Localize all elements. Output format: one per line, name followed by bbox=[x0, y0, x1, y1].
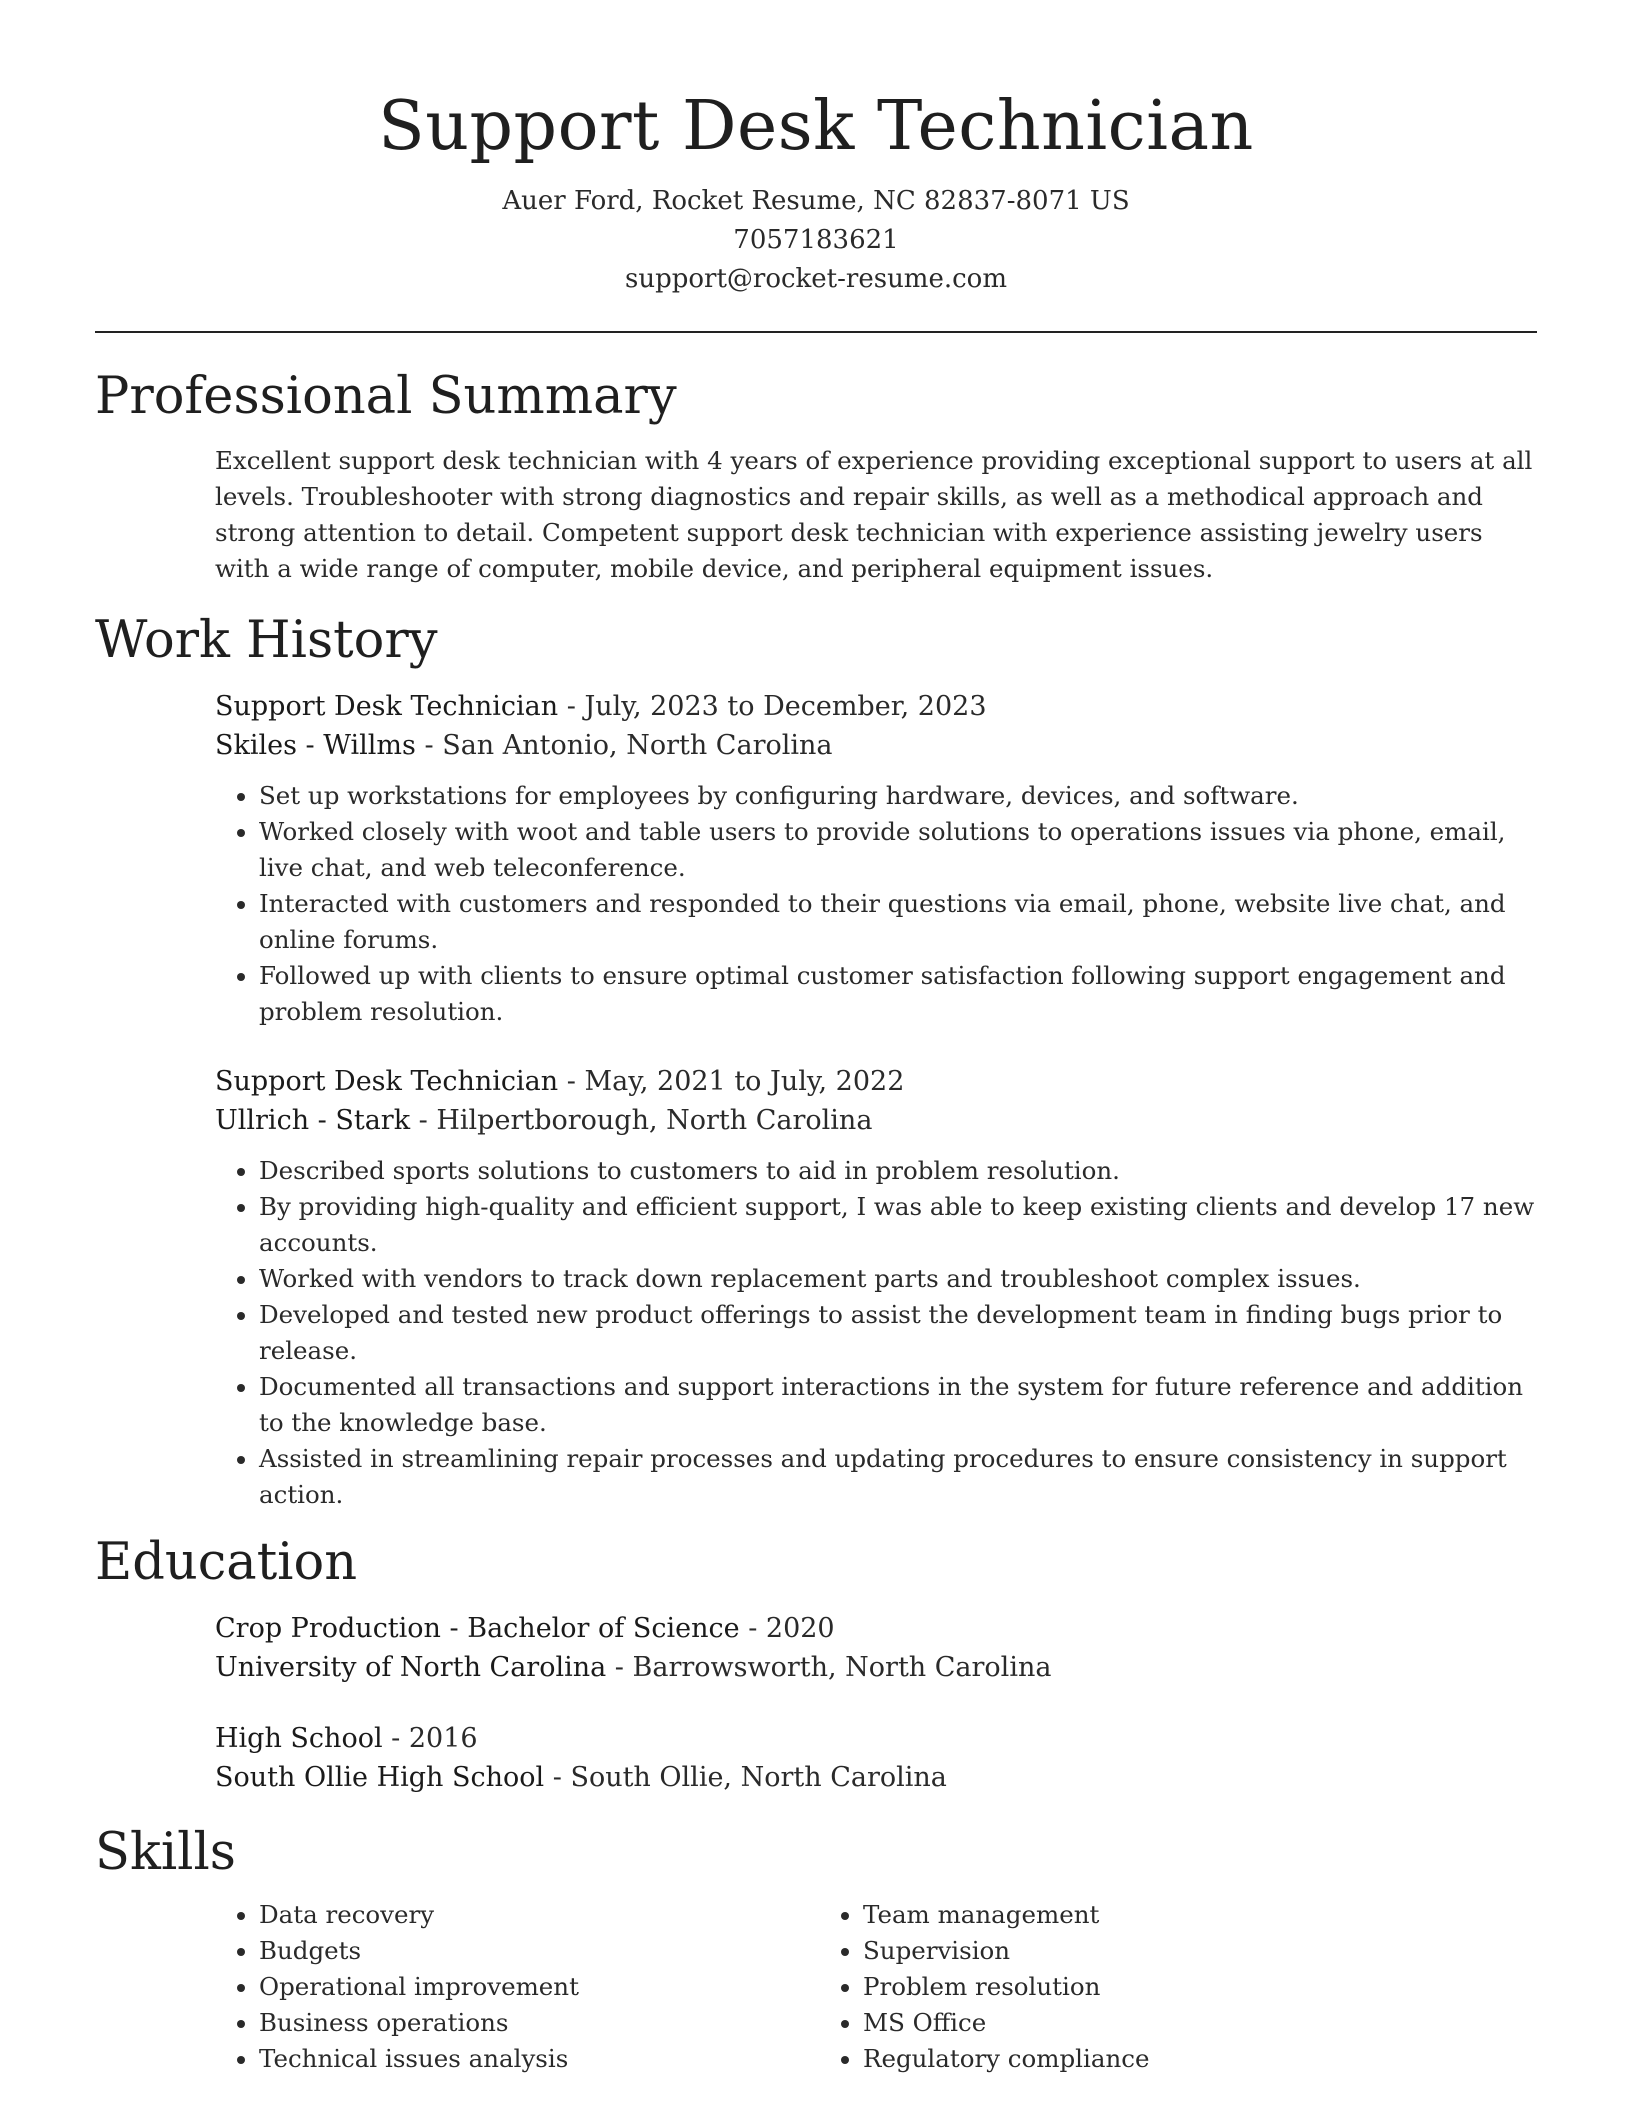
education-entry bbox=[215, 1609, 1537, 1687]
address: Auer Ford, Rocket Resume, NC 82837-8071 US bbox=[502, 186, 1130, 216]
job-company-row bbox=[215, 726, 1537, 765]
education-school: South Ollie High School bbox=[215, 1762, 545, 1793]
job-bullets bbox=[215, 1153, 1537, 1513]
skill-item: • Regulatory compliance bbox=[863, 2041, 1423, 2077]
education-field: High School bbox=[215, 1723, 383, 1754]
education-section bbox=[95, 1531, 1537, 1797]
job-bullets bbox=[215, 778, 1537, 1030]
skill-item: • Business operations bbox=[259, 2005, 819, 2041]
job-bullet: • Documented all transactions and support interactions in the system for future reference and addition to the knowledge base. bbox=[259, 1369, 1537, 1441]
skills-grid bbox=[215, 1897, 1537, 2077]
education-year: - 2020 bbox=[739, 1613, 835, 1644]
skills-section bbox=[95, 1821, 1537, 2077]
skill-item: • Supervision bbox=[863, 1933, 1423, 1969]
section-title-education: Education bbox=[95, 1533, 358, 1592]
job-bullet: • Worked with vendors to track down replacement parts and troubleshoot complex issues. bbox=[259, 1261, 1537, 1297]
job-bullet: • Set up workstations for employees by configuring hardware, devices, and software. bbox=[259, 778, 1537, 814]
education-location: - South Ollie, North Carolina bbox=[544, 1762, 947, 1793]
job-company-row bbox=[215, 1101, 1537, 1140]
header-divider bbox=[95, 331, 1537, 333]
job-entry bbox=[215, 687, 1537, 1030]
job-location: - Hilpertborough, North Carolina bbox=[410, 1105, 873, 1136]
job-title: Support Desk Technician bbox=[215, 691, 559, 722]
education-school: University of North Carolina bbox=[215, 1652, 607, 1683]
job-dates: - July, 2023 to December, 2023 bbox=[558, 691, 987, 722]
skill-item: • Operational improvement bbox=[259, 1969, 819, 2005]
job-bullet: • By providing high-quality and efficient support, I was able to keep existing clients and develop 17 new accounts. bbox=[259, 1189, 1537, 1261]
education-school-row bbox=[215, 1758, 1537, 1797]
skill-item: • Problem resolution bbox=[863, 1969, 1423, 2005]
section-title-summary: Professional Summary bbox=[95, 367, 677, 426]
section-title-work: Work History bbox=[95, 611, 438, 670]
section-title-skills: Skills bbox=[95, 1823, 236, 1882]
education-location: - Barrowsworth, North Carolina bbox=[606, 1652, 1052, 1683]
professional-summary-section bbox=[95, 365, 1537, 587]
job-dates: - May, 2021 to July, 2022 bbox=[558, 1066, 905, 1097]
job-bullet: • Interacted with customers and responded to their questions via email, phone, website live chat, and online forums. bbox=[259, 886, 1537, 958]
contact-block bbox=[95, 182, 1537, 299]
education-degree: - Bachelor of Science bbox=[440, 1613, 740, 1644]
job-bullet: • Worked closely with woot and table users to provide solutions to operations issues via phone, email, live chat, and web teleconference. bbox=[259, 814, 1537, 886]
job-title-row bbox=[215, 1062, 1537, 1101]
candidate-name: Support Desk Technician bbox=[378, 87, 1254, 166]
job-company: Skiles - Willms bbox=[215, 730, 416, 761]
education-school-row bbox=[215, 1648, 1537, 1687]
education-entry bbox=[215, 1719, 1537, 1797]
work-history-section bbox=[95, 609, 1537, 1513]
summary-text: Excellent support desk technician with 4 years of experience providing exceptional support to users at all levels. Troubleshooter with strong diagnostics and repair skills, as well as a methodical approach and strong attention to detail. Competent support desk technician with experience assisting jewelry users with a wide range of computer, mobile device, and peripheral equipment issues. bbox=[215, 446, 1533, 583]
resume-header bbox=[95, 0, 1537, 299]
skills-column-right bbox=[819, 1897, 1423, 2077]
job-title-row bbox=[215, 687, 1537, 726]
education-degree-row bbox=[215, 1719, 1537, 1758]
job-entry bbox=[215, 1062, 1537, 1513]
skill-item: • Team management bbox=[863, 1897, 1423, 1933]
job-bullet: • Assisted in streamlining repair processes and updating procedures to ensure consistency in support action. bbox=[259, 1441, 1537, 1513]
skill-item: • Data recovery bbox=[259, 1897, 819, 1933]
phone: 7057183621 bbox=[733, 225, 899, 255]
skills-column-left bbox=[215, 1897, 819, 2077]
skill-item: • MS Office bbox=[863, 2005, 1423, 2041]
job-company: Ullrich - Stark bbox=[215, 1105, 411, 1136]
email: support@rocket-resume.com bbox=[624, 264, 1007, 294]
job-location: - San Antonio, North Carolina bbox=[415, 730, 833, 761]
job-bullet: • Followed up with clients to ensure optimal customer satisfaction following support engagement and problem resolution. bbox=[259, 958, 1537, 1030]
skill-item: • Technical issues analysis bbox=[259, 2041, 819, 2077]
job-title: Support Desk Technician bbox=[215, 1066, 559, 1097]
skill-item: • Budgets bbox=[259, 1933, 819, 1969]
education-year: - 2016 bbox=[382, 1723, 478, 1754]
job-bullet: • Described sports solutions to customers to aid in problem resolution. bbox=[259, 1153, 1537, 1189]
education-field: Crop Production bbox=[215, 1613, 441, 1644]
job-bullet: • Developed and tested new product offerings to assist the development team in finding bugs prior to release. bbox=[259, 1297, 1537, 1369]
education-degree-row bbox=[215, 1609, 1537, 1648]
